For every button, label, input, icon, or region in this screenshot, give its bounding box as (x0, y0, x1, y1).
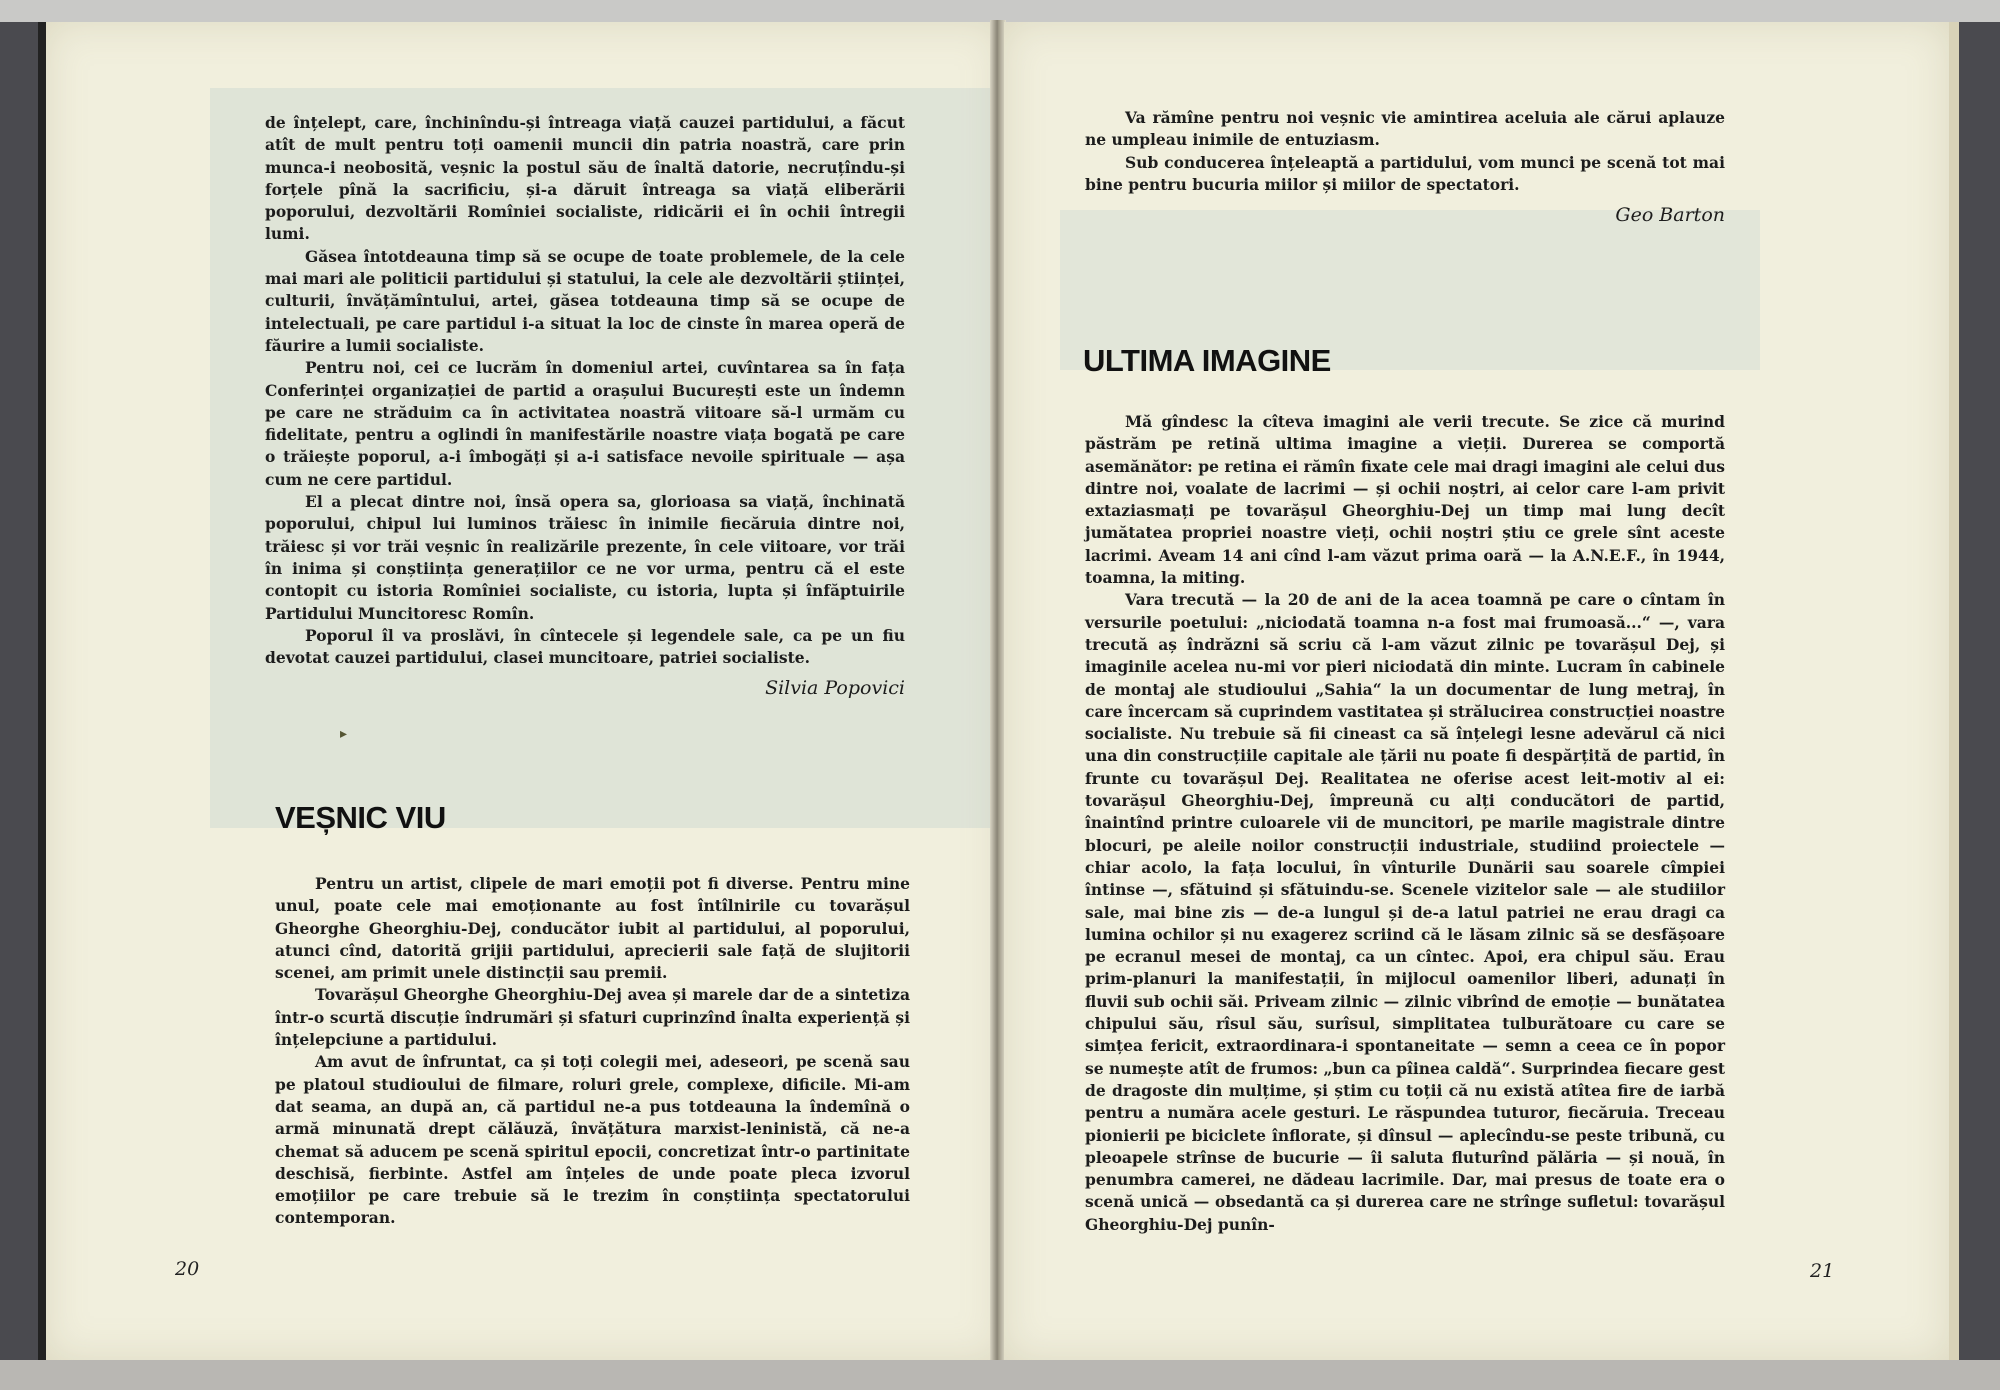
paragraph: Va rămîne pentru noi veșnic vie amintirea aceluia ale cărui aplauze ne umpleau inimile de entuziasm. (1085, 108, 1725, 150)
left-text-column (265, 112, 905, 700)
paragraph: Găsea întotdeauna timp să se ocupe de toate problemele, de la cele mai mari ale politicii partidului și statului, la cele ale dezvoltării științei, culturii, învățămîntului, artei, găsea totdeauna timp să se ocupe de intelectuali, pe care partidul i-a situat la loc de cinste în marea operă de făurire a lumii socialiste. (265, 246, 905, 355)
page-number: 21 (1810, 1260, 1835, 1282)
left-article-column (275, 873, 910, 1230)
article-heading: VEȘNIC VIU (275, 800, 446, 835)
right-article-column (1085, 411, 1725, 1236)
paragraph: Pentru noi, cei ce lucrăm în domeniul artei, cuvîntarea sa în fața Conferinței organizației de partid a orașului București este un îndemn pe care ne străduim ca în activitatea noastră viitoare să-l urmăm cu fidelitate, pentru a oglindi în manifestările noastre viața bogată pe care o trăiește poporul, a-i îmbogăți și a-i satisface nevoile spirituale — așa cum ne cere partidul. (265, 358, 905, 489)
right-intro-column (1085, 107, 1725, 226)
paragraph: Tovarășul Gheorghe Gheorghiu-Dej avea și marele dar de a sintetiza într-o scurtă discuție îndrumări și sfaturi cuprinzînd înalta experiență și înțelepciune a partidului. (275, 985, 910, 1050)
author-signature: Geo Barton (1615, 204, 1725, 227)
paragraph: Mă gîndesc la cîteva imagini ale verii trecute. Se zice că murind păstrăm pe retină ultima imagine a vieții. Durerea se comportă asemănător: pe retina ei rămîn fixate cele mai dragi imagini ale celui dus dintre noi, voalate de lacrimi — și ochii noștri, ai celor care l-am privit extaziasmați pe tovarășul Gheorghiu-Dej un timp mai lung decît jumătatea propriei noastre vieți, ochii noștri știu ce grele sînt aceste lacrimi. Aveam 14 ani cînd l-am văzut prima oară — la A.N.E.F., în 1944, toamna, la miting. (1085, 412, 1725, 588)
paragraph: Pentru un artist, clipele de mari emoții pot fi diverse. Pentru mine unul, poate cele mai emoționante au fost întîlnirile cu tovarășul Gheorghe Gheorghiu-Dej, conducător iubit al partidului, al poporului, atunci cînd, datorită grijii partidului, aprecierii sale față de slujitorii scenei, am primit unele distincții sau premii. (275, 874, 910, 983)
paragraph: Am avut de înfruntat, ca și toți colegii mei, adeseori, pe scenă sau pe platoul studioului de filmare, roluri grele, complexe, dificile. Mi-am dat seama, an după an, că partidul ne-a pus totdeauna la îndemînă o armă minunată drept călăuză, învățătura marxist-leninistă, că ne-a chemat să aducem pe scenă spiritul epocii, concretizat într-o partinitate deschisă, fierbinte. Astfel am înțeles de unde poate pleca izvorul emoțiilor pe care trebuie să le trezim în conștiința spectatorului contemporan. (275, 1052, 910, 1228)
paragraph: El a plecat dintre noi, însă opera sa, glorioasa sa viață, închinată poporului, chipul lui luminos trăiesc în inimile fiecăruia dintre noi, trăiesc și vor trăi veșnic în realizările prezente, în cele viitoare, vor trăi în inima și conștiința generațiilor ce ne vor urma, pentru că el este contopit cu istoria Romîniei socialiste, cu istoria, lupta și înfăptuirile Partidului Muncitoresc Romîn. (265, 492, 905, 623)
paragraph: Poporul îl va proslăvi, în cîntecele și legendele sale, ca pe un fiu devotat cauzei partidului, clasei muncitoare, patriei socialiste. (265, 625, 905, 668)
paragraph: de înțelept, care, închinîndu-și întreaga viață cauzei partidului, a făcut atît de mult pentru toți oamenii muncii din patria noastră, care prin munca-i neobosită, veșnic la postul său de înaltă datorie, necruțîndu-și forțele pînă la sacrificiu, și-a dăruit întreaga sa viață eliberării poporului, dezvoltării Romîniei socialiste, ridicării ei în ochii întregii lumi. (265, 113, 905, 244)
paragraph: Vara trecută — la 20 de ani de la acea toamnă pe care o cîntam în versurile poetului: „niciodată toamna n-a fost mai frumoasă...“ —, vara trecută aș îndrăzni să scriu că l-am văzut zilnic pe tovarășul Dej, și imaginile acelea nu-mi vor pieri niciodată din minte. Lucram în cabinele de montaj ale studioului „Sahia“ la un documentar de lung metraj, în care încercam să cuprindem vastitatea și strălucirea construcției noastre socialiste. Nu trebuie să fii cineast ca să înțelegi lesne adevărul că nici una din construcțiile capitale ale țării nu poate fi despărțită de partid, în frunte cu tovarășul Dej. Realitatea ne oferise acest leit-motiv al ei: tovarășul Gheorghiu-Dej, împreună cu alți conducători de partid, înaintînd printre culoarele vii de muncitori, pe marile magistrale dintre blocuri, pe aleile noilor construcții industriale, studiind proiectele — chiar acolo, la fața locului, în vînturile Dunării sau soarele cîmpiei întinse —, sfătuind și sfătuindu-se. Scenele vizitelor sale — ale studiilor sale, mai bine zis — de-a lungul și de-a latul patriei ne erau dragi ca lumina ochilor și nu exagerez scriind că le lăsam zilnic să se desfășoare pe ecranul mesei de montaj, ca un cîntec. Apoi, era chipul său. Erau prim-planuri la manifestații, în mijlocul oamenilor liberi, adunați în fluvii sub ochii săi. Priveam zilnic — zilnic vibrînd de emoție — bunătatea chipului său, rîsul său, surîsul, simplitatea tulburătoare cu care se simțea fericit, extraordinara-i spontaneitate — semn a ceea ce în popor se numește atît de frumos: „bun ca pîinea caldă“. Surprindea fiecare gest de dragoste din mulțime, și știm cu toții că nu există atîtea fire de iarbă pentru a număra acele gesturi. Le răspundea tuturor, fiecăruia. Treceau pionierii pe biciclete înflorate, și dînsul — aplecîndu-se peste tribună, cu pleoapele strînse de bucurie — îi saluta fluturînd pălăria — și nouă, în penumbra camerei, ne dădeau lacrimile. Dar, mai presus de toate era o scenă unică — obsedantă ca și durerea care ne strînge sufletul: tovarășul Gheorghiu-Dej punîn- (1085, 590, 1725, 1234)
paragraph: Sub conducerea înțeleaptă a partidului, vom munci pe scenă tot mai bine pentru bucuria miilor și miilor de spectatori. (1085, 152, 1725, 194)
author-signature: Silvia Popovici (765, 677, 905, 700)
article-heading: ULTIMA IMAGINE (1083, 343, 1331, 378)
page-number: 20 (175, 1258, 200, 1280)
scan-edge-top (0, 0, 2000, 22)
scan-edge-bottom (0, 1360, 2000, 1390)
print-mark: ▸ (340, 726, 348, 742)
